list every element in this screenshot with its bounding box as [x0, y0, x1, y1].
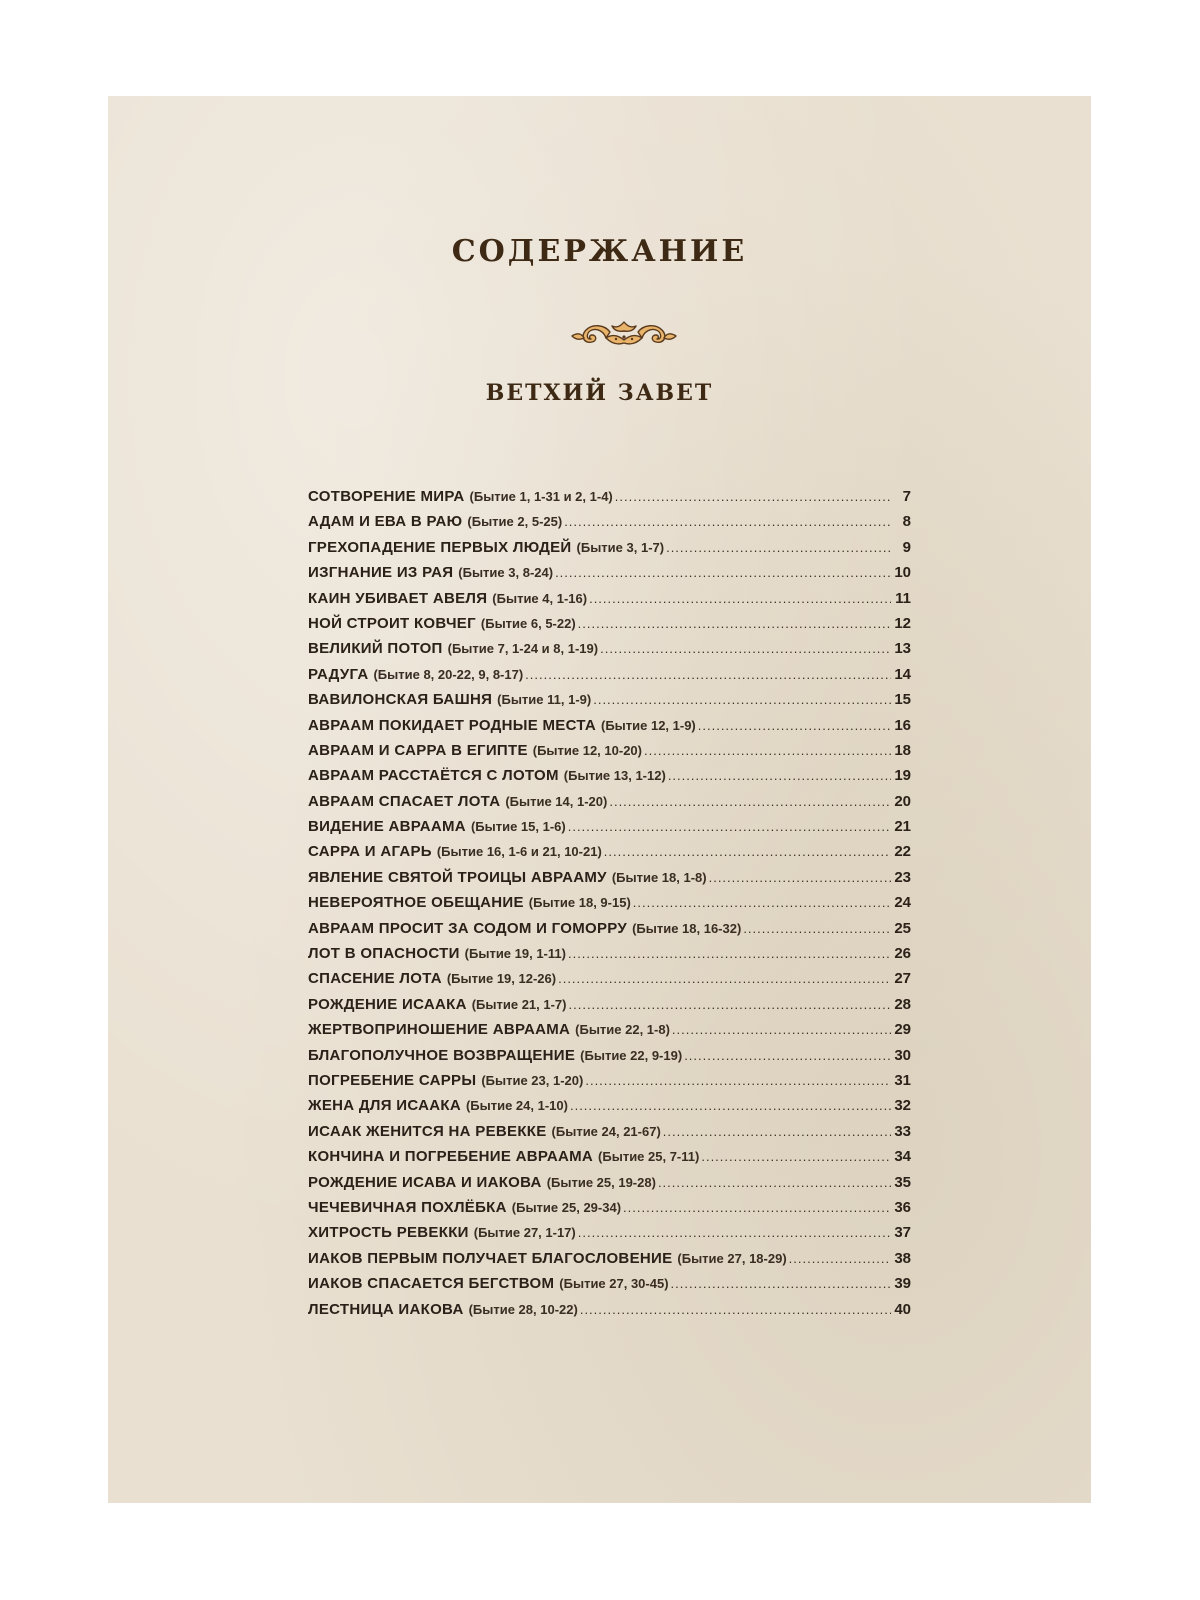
toc-entry-page-number: 30	[894, 1046, 911, 1064]
toc-entry-title: СОТВОРЕНИЕ МИРА	[308, 488, 465, 505]
toc-entry-reference: (Бытие 7, 1-24 и 8, 1-19)	[447, 641, 599, 657]
toc-entry-title: АВРААМ ПОКИДАЕТ РОДНЫЕ МЕСТА	[308, 716, 596, 734]
toc-entry-title: ЯВЛЕНИЕ СВЯТОЙ ТРОИЦЫ АВРААМУ	[308, 868, 607, 886]
toc-entry	[308, 793, 911, 818]
dot-leader	[658, 1175, 891, 1190]
toc-entry	[308, 564, 911, 589]
toc-entry-page-number: 10	[894, 564, 911, 582]
toc-entry-reference: (Бытие 12, 1-9)	[600, 717, 696, 733]
dot-leader	[568, 819, 891, 834]
dot-leader	[568, 946, 891, 961]
dot-leader	[609, 794, 891, 809]
toc-entry-page-number: 24	[894, 894, 911, 912]
toc-entry-page-number: 27	[894, 970, 911, 988]
toc-entry	[308, 1123, 911, 1148]
toc-entry-page-number: 20	[894, 792, 911, 810]
toc-entry	[308, 742, 911, 767]
toc-entry	[308, 1275, 911, 1300]
dot-leader	[672, 1022, 891, 1037]
dot-leader	[701, 1149, 891, 1164]
dot-leader	[580, 1302, 891, 1317]
dot-leader	[789, 1251, 891, 1266]
toc-entry-reference: (Бытие 13, 1-12)	[563, 768, 666, 784]
toc-entry	[308, 945, 911, 970]
toc-entry	[308, 539, 911, 564]
toc-entry-reference: (Бытие 22, 1-8)	[575, 1022, 670, 1038]
toc-entry-page-number: 35	[894, 1173, 911, 1191]
toc-entry-title: САРРА И АГАРЬ	[308, 843, 432, 861]
toc-entry-reference: (Бытие 14, 1-20)	[505, 793, 608, 809]
toc-entry-reference: (Бытие 2, 5-25)	[467, 514, 563, 530]
dot-leader	[671, 1276, 891, 1291]
toc-entry-title: ГРЕХОПАДЕНИЕ ПЕРВЫХ ЛЮДЕЙ	[308, 538, 572, 556]
toc-entry-page-number: 36	[894, 1198, 911, 1216]
toc-entry-reference: (Бытие 12, 10-20)	[532, 742, 642, 758]
toc-entry-page-number: 16	[894, 716, 911, 734]
toc-entry-reference: (Бытие 27, 30-45)	[559, 1276, 669, 1292]
toc-entry-page-number: 19	[894, 767, 911, 785]
toc-entry-reference: (Бытие 16, 1-6 и 21, 10-21)	[436, 844, 602, 860]
toc-entry	[308, 869, 911, 894]
dot-leader	[663, 1124, 891, 1139]
toc-entry	[308, 1097, 911, 1122]
dot-leader	[555, 565, 891, 580]
toc-entry-reference: (Бытие 25, 7-11)	[598, 1149, 700, 1165]
toc-entry	[308, 818, 911, 843]
dot-leader	[698, 718, 891, 733]
toc-entry-page-number: 34	[894, 1148, 911, 1166]
toc-entry-title: АВРААМ И САРРА В ЕГИПТЕ	[308, 741, 528, 759]
toc-entry	[308, 920, 911, 945]
toc-entry-title: ЛЕСТНИЦА ИАКОВА	[308, 1300, 464, 1318]
toc-entry-reference: (Бытие 18, 16-32)	[632, 920, 742, 936]
toc-entry-page-number: 28	[894, 995, 911, 1013]
toc-entry-reference: (Бытие 15, 1-6)	[470, 819, 566, 835]
toc-entry	[308, 1199, 911, 1224]
dot-leader	[684, 1048, 891, 1063]
toc-entry-reference: (Бытие 19, 12-26)	[446, 971, 557, 987]
toc-entry	[308, 640, 911, 665]
toc-entry-title: НЕВЕРОЯТНОЕ ОБЕЩАНИЕ	[308, 894, 524, 912]
toc-entry-reference: (Бытие 18, 1-8)	[611, 869, 707, 885]
toc-entry	[308, 717, 911, 742]
toc-entry	[308, 1224, 911, 1249]
toc-entry-reference: (Бытие 22, 9-19)	[580, 1047, 683, 1063]
toc-entry-reference: (Бытие 24, 1-10)	[465, 1098, 568, 1114]
toc-entry	[308, 1072, 911, 1097]
toc-entry-page-number: 33	[894, 1122, 911, 1140]
toc-entry-reference: (Бытие 23, 1-20)	[481, 1072, 584, 1088]
table-of-contents	[308, 488, 911, 1326]
dot-leader	[593, 692, 891, 707]
dot-leader	[615, 489, 891, 504]
toc-entry-reference: (Бытие 18, 9-15)	[528, 895, 631, 911]
toc-entry-title: АДАМ И ЕВА В РАЮ	[308, 513, 463, 531]
toc-entry	[308, 1174, 911, 1199]
toc-entry-reference: (Бытие 21, 1-7)	[471, 996, 567, 1012]
toc-entry-title: ИАКОВ ПЕРВЫМ ПОЛУЧАЕТ БЛАГОСЛОВЕНИЕ	[308, 1249, 673, 1267]
toc-entry-page-number: 15	[894, 691, 911, 709]
toc-entry-reference: (Бытие 6, 5-22)	[480, 615, 576, 631]
toc-entry-title: АВРААМ РАССТАЁТСЯ С ЛОТОМ	[308, 767, 559, 785]
toc-entry-reference: (Бытие 25, 19-28)	[546, 1174, 656, 1190]
section-heading: ВЕТХИЙ ЗАВЕТ	[485, 380, 714, 406]
toc-entry-title: КАИН УБИВАЕТ АВЕЛЯ	[308, 589, 488, 607]
dot-leader	[589, 591, 891, 606]
toc-entry	[308, 666, 911, 691]
toc-entry-page-number: 18	[894, 741, 911, 759]
dot-leader	[668, 768, 891, 783]
toc-entry-reference: (Бытие 4, 1-16)	[492, 590, 588, 606]
toc-entry-title: ВЕЛИКИЙ ПОТОП	[308, 640, 443, 658]
toc-entry-page-number: 7	[902, 488, 911, 505]
dot-leader	[633, 895, 891, 910]
toc-entry-title: ВАВИЛОНСКАЯ БАШНЯ	[308, 691, 493, 709]
dot-leader	[666, 540, 891, 555]
dot-leader	[623, 1200, 891, 1215]
dot-leader	[600, 641, 891, 656]
dot-leader	[709, 870, 891, 885]
toc-entry-title: ИЗГНАНИЕ ИЗ РАЯ	[308, 564, 454, 582]
toc-entry-page-number: 11	[895, 589, 911, 607]
toc-entry-reference: (Бытие 3, 1-7)	[576, 539, 665, 555]
toc-entry-reference: (Бытие 27, 1-17)	[473, 1225, 576, 1241]
toc-entry-reference: (Бытие 19, 1-11)	[464, 946, 566, 962]
toc-entry-reference: (Бытие 25, 29-34)	[511, 1199, 622, 1215]
toc-entry-title: РАДУГА	[308, 665, 369, 683]
toc-entry-title: БЛАГОПОЛУЧНОЕ ВОЗВРАЩЕНИЕ	[308, 1046, 576, 1064]
toc-entry	[308, 894, 911, 919]
toc-entry	[308, 1021, 911, 1046]
dot-leader	[570, 1098, 891, 1113]
dot-leader	[558, 971, 891, 986]
toc-entry-page-number: 39	[894, 1275, 911, 1293]
toc-entry-page-number: 14	[894, 665, 911, 683]
toc-entry	[308, 1301, 911, 1326]
toc-entry-title: АВРААМ ПРОСИТ ЗА СОДОМ И ГОМОРРУ	[308, 919, 628, 937]
dot-leader	[644, 743, 891, 758]
toc-entry-page-number: 8	[902, 513, 911, 531]
dot-leader	[585, 1073, 891, 1088]
toc-entry-title: РОЖДЕНИЕ ИСАВА И ИАКОВА	[308, 1173, 542, 1191]
toc-entry	[308, 1148, 911, 1173]
toc-entry-page-number: 21	[894, 818, 911, 836]
toc-entry	[308, 691, 911, 716]
toc-entry-title: ХИТРОСТЬ РЕВЕККИ	[308, 1224, 469, 1242]
toc-entry-page-number: 40	[894, 1300, 911, 1318]
toc-entry-reference: (Бытие 3, 8-24)	[458, 565, 554, 581]
toc-entry-title: НОЙ СТРОИТ КОВЧЕГ	[308, 614, 476, 632]
toc-entry-reference: (Бытие 28, 10-22)	[468, 1301, 578, 1317]
toc-entry-title: ЛОТ В ОПАСНОСТИ	[308, 945, 460, 963]
toc-entry	[308, 615, 911, 640]
toc-entry-page-number: 38	[894, 1249, 911, 1267]
dot-leader	[569, 997, 892, 1012]
toc-entry-title: ПОГРЕБЕНИЕ САРРЫ	[308, 1071, 477, 1089]
dot-leader	[525, 667, 891, 682]
toc-entry	[308, 488, 911, 513]
toc-entry-page-number: 23	[894, 868, 911, 886]
toc-entry-title: ЖЕРТВОПРИНОШЕНИЕ АВРААМА	[308, 1021, 571, 1039]
toc-entry	[308, 996, 911, 1021]
toc-entry-page-number: 22	[894, 843, 911, 861]
toc-entry	[308, 843, 911, 868]
toc-entry-reference: (Бытие 24, 21-67)	[551, 1123, 661, 1139]
book-page	[108, 96, 1091, 1503]
toc-entry-reference: (Бытие 11, 1-9)	[497, 692, 592, 708]
toc-entry	[308, 513, 911, 538]
toc-entry-title: ИСААК ЖЕНИТСЯ НА РЕВЕККЕ	[308, 1122, 547, 1140]
toc-entry-title: КОНЧИНА И ПОГРЕБЕНИЕ АВРААМА	[308, 1148, 594, 1166]
toc-entry-reference: (Бытие 1, 1-31 и 2, 1-4)	[469, 489, 613, 504]
toc-entry-title: РОЖДЕНИЕ ИСААКА	[308, 995, 467, 1013]
toc-entry-page-number: 9	[902, 538, 911, 556]
toc-entry-reference: (Бытие 27, 18-29)	[677, 1250, 787, 1266]
dot-leader	[578, 616, 891, 631]
toc-entry	[308, 1250, 911, 1275]
dot-leader	[604, 844, 891, 859]
toc-entry-page-number: 13	[894, 640, 911, 658]
dot-leader	[564, 514, 891, 529]
toc-entry-title: ВИДЕНИЕ АВРААМА	[308, 818, 466, 836]
toc-entry	[308, 767, 911, 792]
toc-entry-page-number: 31	[894, 1071, 911, 1089]
toc-entry	[308, 1047, 911, 1072]
toc-entry	[308, 970, 911, 995]
toc-entry-page-number: 12	[894, 614, 911, 632]
toc-entry-title: АВРААМ СПАСАЕТ ЛОТА	[308, 792, 501, 810]
toc-entry	[308, 590, 911, 615]
dot-leader	[743, 921, 891, 936]
floral-ornament-icon	[570, 318, 678, 350]
toc-entry-page-number: 25	[894, 919, 911, 937]
dot-leader	[578, 1225, 891, 1240]
toc-entry-page-number: 26	[894, 945, 911, 963]
page-title: СОДЕРЖАНИЕ	[451, 234, 748, 269]
toc-entry-title: ЧЕЧЕВИЧНАЯ ПОХЛЁБКА	[308, 1198, 507, 1216]
toc-entry-reference: (Бытие 8, 20-22, 9, 8-17)	[373, 666, 524, 682]
toc-entry-title: ИАКОВ СПАСАЕТСЯ БЕГСТВОМ	[308, 1275, 555, 1293]
toc-entry-page-number: 29	[894, 1021, 911, 1039]
toc-entry-title: СПАСЕНИЕ ЛОТА	[308, 970, 442, 988]
toc-entry-page-number: 37	[894, 1224, 911, 1242]
toc-entry-page-number: 32	[894, 1097, 911, 1115]
toc-entry-title: ЖЕНА ДЛЯ ИСААКА	[308, 1097, 461, 1115]
